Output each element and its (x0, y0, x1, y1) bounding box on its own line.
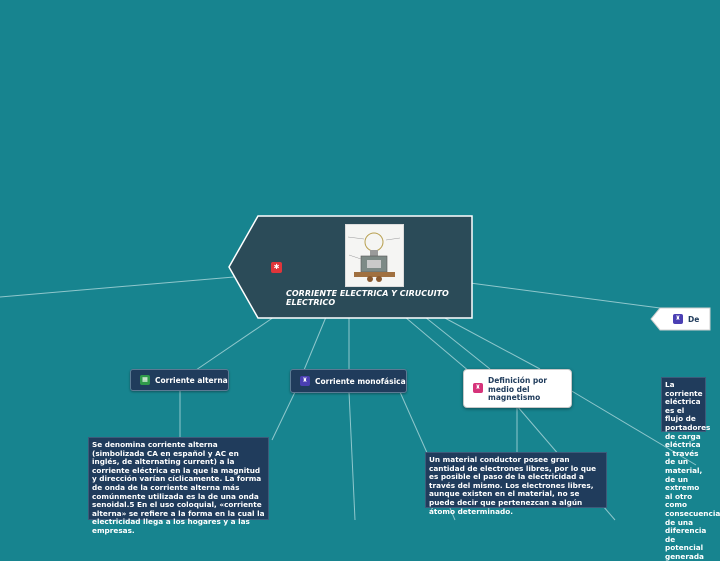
light-bulb-image (345, 224, 404, 287)
note-right[interactable]: La corriente eléctrica es el flujo de portadores de carga eléctrica a través de un material, de un extremo al otro como consecuencia de una diferencia de potencial generada (661, 377, 706, 432)
connector-mono-down-left (272, 392, 295, 440)
connector-mono-down-mid (349, 392, 355, 520)
topic-right[interactable] (650, 307, 710, 331)
topic-label: Corriente alterna (155, 376, 228, 385)
topic-corriente-monofasica[interactable] (290, 369, 407, 393)
topic-label: Corriente monofásica (315, 377, 406, 386)
tower-icon: ♜ (673, 314, 683, 324)
grid-icon: ▦ (140, 375, 150, 385)
connector-mag-extra (405, 317, 470, 372)
tower-icon: ♜ (300, 376, 310, 386)
connector-left (0, 277, 234, 297)
central-topic[interactable] (228, 215, 473, 319)
topic-corriente-alterna[interactable] (130, 369, 229, 391)
topic-magnetismo[interactable] (463, 369, 572, 408)
note-corriente-alterna[interactable]: Se denomina corriente alterna (simbolizada CA en español y AC en inglés, de alternating current) a la corriente eléctrica en la que la magnitud y dirección varían cíclicamente. La forma de onda de la corriente alterna más comúnmente utilizada es la de una onda senoidal.5 En el uso coloquial, «corriente alterna» se refiere a la forma en la cual la electricidad llega a los hogares y a las empresas. (88, 437, 269, 520)
connector-mono-down-right (400, 392, 428, 455)
topic-label: Definición por medio del magnetismo (488, 376, 548, 402)
connector-alterna (196, 317, 274, 370)
topic-label: De (688, 315, 700, 324)
connector-mono-left (304, 317, 326, 370)
mindmap-icon: ✱ (271, 262, 282, 273)
tower-icon: ♜ (473, 383, 483, 393)
note-magnetismo[interactable]: Un material conductor posee gran cantidad de electrones libres, por lo que es posible el paso de la electricidad a través del mismo. Los electrones libres, aunque existen en el material, no se puede decir que pertenezcan a algún átomo determinado. (425, 452, 607, 508)
connector-right-top (470, 283, 660, 308)
central-title: CORRIENTE ELECTRICA Y CIRUCUITO ELECTRICO (286, 289, 449, 307)
